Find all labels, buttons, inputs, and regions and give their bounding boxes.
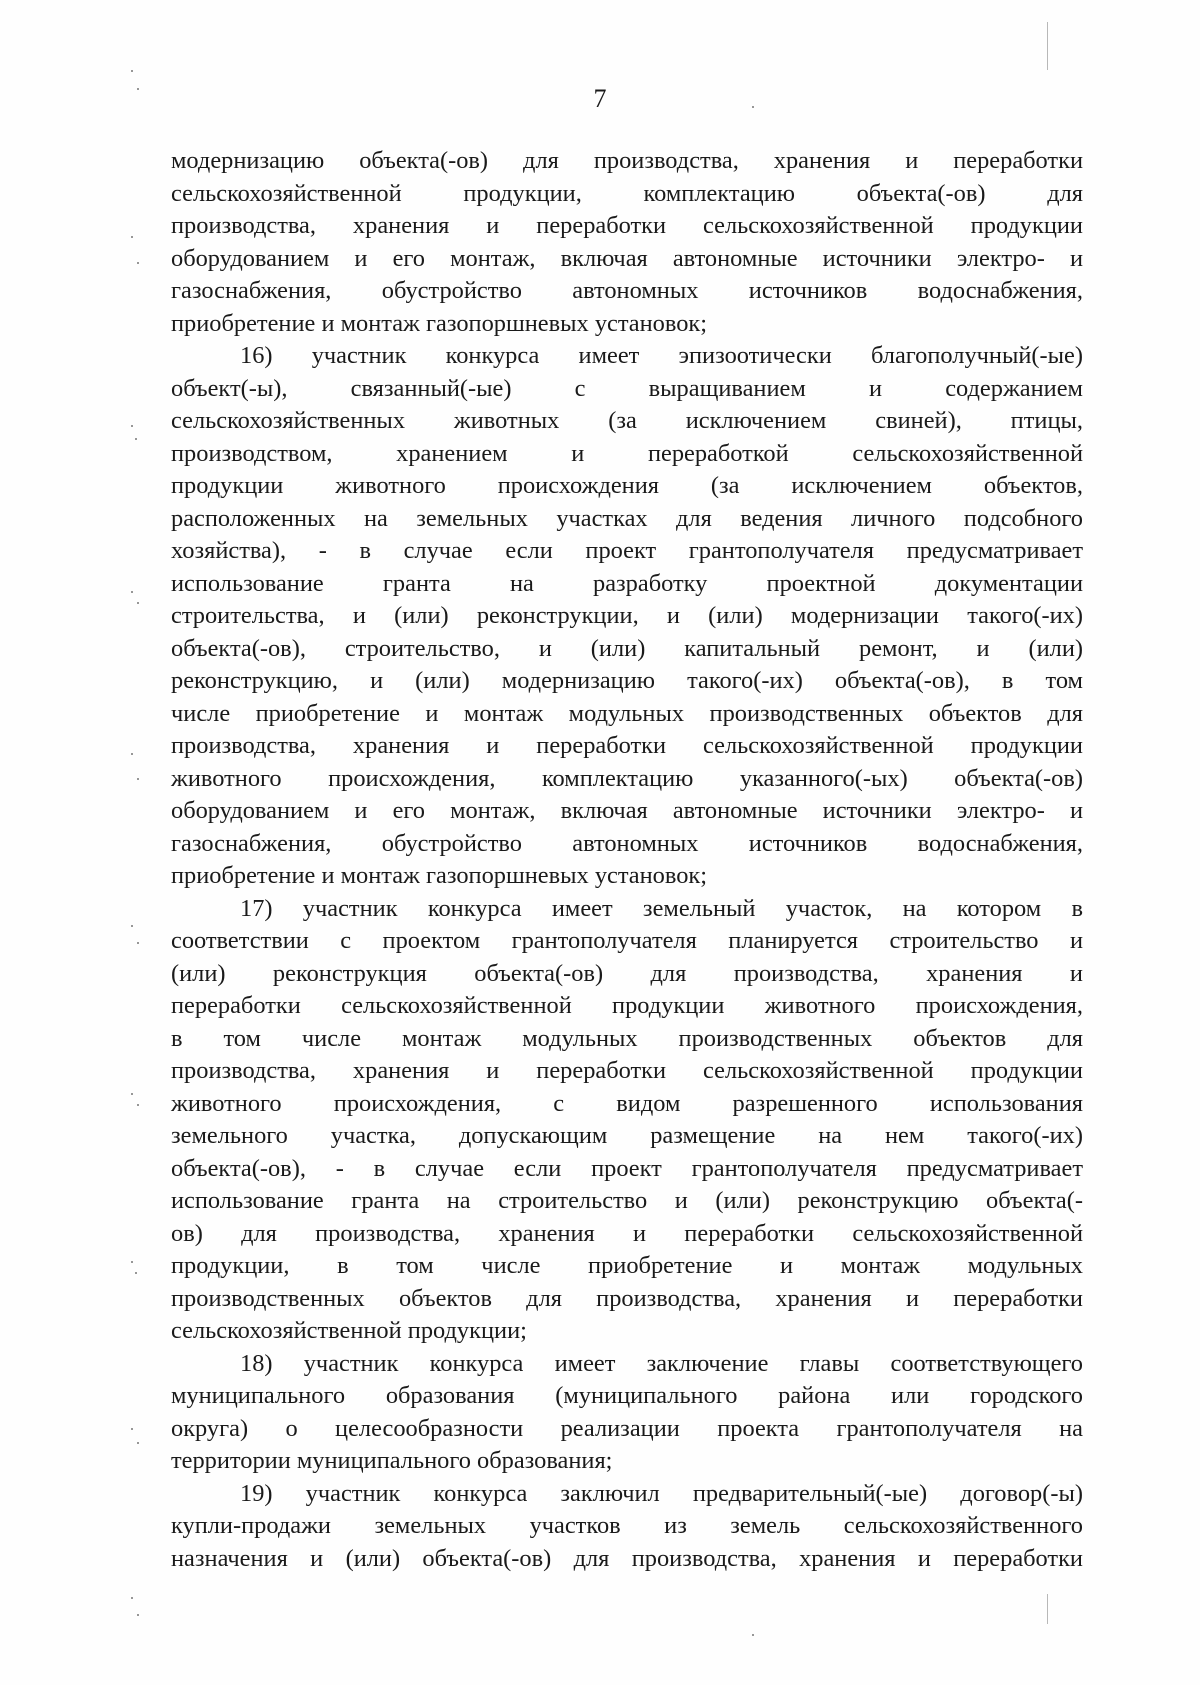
text-line: 18) участник конкурса имеет заключение главы соответствующего xyxy=(240,1349,1083,1377)
text-line: в том числе монтаж модульных производственных объектов для xyxy=(171,1024,1083,1052)
scan-speck xyxy=(137,88,139,90)
scan-speck xyxy=(137,1104,139,1106)
scan-speck xyxy=(137,1442,139,1444)
text-line: объекта(-ов), - в случае если проект грантополучателя предусматривает xyxy=(171,1154,1083,1182)
page-number: 7 xyxy=(593,84,607,113)
text-line: приобретение и монтаж газопоршневых установок; xyxy=(171,862,708,889)
scan-speck xyxy=(137,602,139,604)
scan-speck xyxy=(131,925,133,927)
scan-speck xyxy=(131,753,133,755)
text-line: сельскохозяйственной продукции; xyxy=(171,1317,527,1344)
text-line: продукции, в том числе приобретение и монтаж модульных xyxy=(171,1252,1083,1279)
text-line: сельскохозяйственных животных (за исключением свиней), птицы, xyxy=(171,407,1083,434)
text-line: производства, хранения и переработки сельскохозяйственной продукции xyxy=(171,732,1083,759)
text-line: сельскохозяйственной продукции, комплектацию объекта(-ов) для xyxy=(171,179,1083,207)
scan-edge-mark xyxy=(1047,22,1048,70)
scan-speck xyxy=(131,425,133,427)
text-line: использование гранта на разработку проектной документации xyxy=(171,569,1083,597)
text-line: модернизацию объекта(-ов) для производства, хранения и переработки xyxy=(171,147,1083,174)
scan-speck xyxy=(135,1272,137,1274)
scan-speck xyxy=(137,1614,139,1616)
text-line: производства, хранения и переработки сельскохозяйственной продукции xyxy=(171,212,1083,239)
scan-speck xyxy=(131,1597,133,1599)
text-line: территории муниципального образования; xyxy=(171,1447,613,1474)
text-line: объект(-ы), связанный(-ые) с выращиванием и содержанием xyxy=(171,374,1083,402)
text-line: производством, хранением и переработкой сельскохозяйственной xyxy=(171,439,1083,467)
text-line: использование гранта на строительство и (или) реконструкцию объекта(- xyxy=(171,1187,1083,1214)
text-line: расположенных на земельных участках для ведения личного подсобного xyxy=(171,504,1083,532)
scan-speck xyxy=(131,591,133,593)
text-line: животного происхождения, с видом разрешенного использования xyxy=(171,1089,1083,1117)
text-line: реконструкцию, и (или) модернизацию такого(-их) объекта(-ов), в том xyxy=(171,667,1083,694)
text-line: назначения и (или) объекта(-ов) для производства, хранения и переработки xyxy=(171,1544,1083,1572)
text-line: 17) участник конкурса имеет земельный участок, на котором в xyxy=(240,894,1083,922)
text-line: земельного участка, допускающим размещение на нем такого(-их) xyxy=(171,1122,1083,1149)
text-line: 19) участник конкурса заключил предварительный(-ые) договор(-ы) xyxy=(240,1479,1083,1507)
text-line: продукции животного происхождения (за исключением объектов, xyxy=(171,472,1083,499)
text-line: оборудованием и его монтаж, включая автономные источники электро- и xyxy=(171,244,1083,272)
text-line: животного происхождения, комплектацию указанного(-ых) объекта(-ов) xyxy=(171,764,1083,792)
scan-speck xyxy=(752,1634,754,1636)
scan-speck xyxy=(137,778,139,780)
scan-speck xyxy=(131,1261,133,1263)
text-line: производственных объектов для производства, хранения и переработки xyxy=(171,1284,1083,1312)
scan-edge-mark xyxy=(1047,1594,1048,1624)
scan-speck xyxy=(137,942,139,944)
text-line: числе приобретение и монтаж модульных производственных объектов для xyxy=(171,699,1083,727)
text-line: ов) для производства, хранения и переработки сельскохозяйственной xyxy=(171,1219,1083,1247)
text-line: оборудованием и его монтаж, включая автономные источники электро- и xyxy=(171,797,1083,824)
text-line: переработки сельскохозяйственной продукции животного происхождения, xyxy=(171,992,1083,1019)
text-line: купли-продажи земельных участков из земель сельскохозяйственного xyxy=(171,1512,1083,1539)
text-line: приобретение и монтаж газопоршневых установок; xyxy=(171,309,708,337)
text-line: (или) реконструкция объекта(-ов) для производства, хранения и xyxy=(171,959,1083,987)
text-line: газоснабжения, обустройство автономных источников водоснабжения, xyxy=(171,829,1083,857)
text-line: хозяйства), - в случае если проект грантополучателя предусматривает xyxy=(171,537,1083,564)
scan-speck xyxy=(135,438,137,440)
text-line: соответствии с проектом грантополучателя планируется строительство и xyxy=(171,927,1083,954)
document-body xyxy=(171,145,1083,1575)
text-line: округа) о целесообразности реализации проекта грантополучателя на xyxy=(171,1414,1083,1442)
scan-speck xyxy=(752,106,754,108)
scan-speck xyxy=(137,262,139,264)
scan-speck xyxy=(131,70,133,72)
text-line: 16) участник конкурса имеет эпизоотически благополучный(-ые) xyxy=(240,342,1083,369)
text-line: газоснабжения, обустройство автономных источников водоснабжения, xyxy=(171,277,1083,304)
text-line: строительства, и (или) реконструкции, и (или) модернизации такого(-их) xyxy=(171,602,1083,629)
scan-speck xyxy=(131,1428,133,1430)
scan-speck xyxy=(131,1093,133,1095)
text-line: объекта(-ов), строительство, и (или) капитальный ремонт, и (или) xyxy=(171,634,1083,662)
text-line: муниципального образования (муниципального района или городского xyxy=(171,1382,1083,1409)
text-line: производства, хранения и переработки сельскохозяйственной продукции xyxy=(171,1057,1083,1084)
scan-speck xyxy=(131,236,133,238)
